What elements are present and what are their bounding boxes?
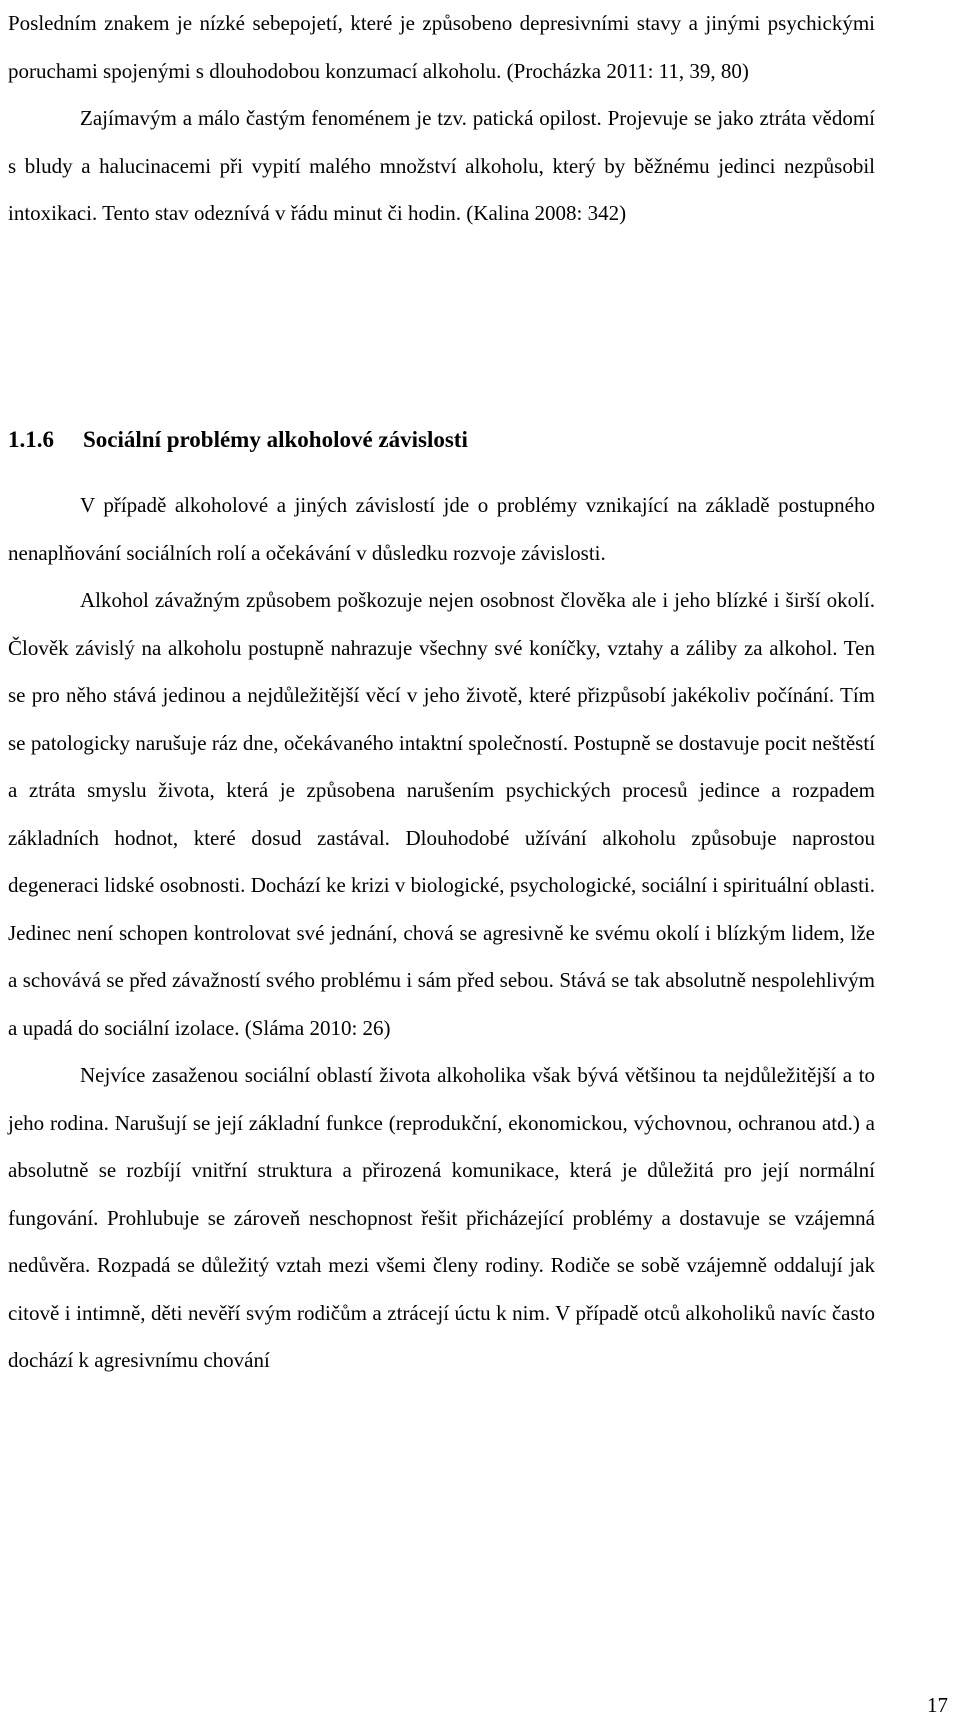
paragraph-family-impact: Nejvíce zasaženou sociální oblastí života alkoholika však bývá většinou ta nejdůležitější a to jeho rodina. Narušují se její základní funkce (reprodukční, ekonomickou, výchovnou, ochranou atd.) a absolutně se rozbíjí vnitřní struktura a přirozená komunikace, která je důležitá pro její normální fungování. Prohlubuje se zároveň neschopnost řešit přicházející problémy a dostavuje se vzájemná nedůvěra. Rozpadá se důležitý vztah mezi všemi členy rodiny. Rodiče se sobě vzájemně oddalují jak citově i intimně, děti nevěří svým rodičům a ztrácejí úctu k nim. V případě otců alkoholiků navíc často dochází k agresivnímu chování: [8, 1063, 875, 1372]
page-number: 17: [927, 1693, 948, 1717]
top-text-block: [8, 0, 875, 238]
section-body: [8, 482, 875, 1385]
paragraph-pathological-intoxication: Zajímavým a málo častým fenoménem je tzv. patická opilost. Projevuje se jako ztráta vědomí s bludy a halucinacemi při vypití malého množství alkoholu, který by běžnému jedinci nezpůsobil intoxikaci. Tento stav odeznívá v řádu minut či hodin. (Kalina 2008: 342): [8, 106, 875, 225]
section-title: Sociální problémy alkoholové závislosti: [83, 427, 468, 452]
section-number: 1.1.6: [8, 427, 54, 452]
paragraph-personality-damage: Alkohol závažným způsobem poškozuje nejen osobnost člověka ale i jeho blízké i širší okolí. Člověk závislý na alkoholu postupně nahrazuje všechny své koníčky, vztahy a záliby za alkohol. Ten se pro něho stává jedinou a nejdůležitější věcí v jeho životě, které přizpůsobí jakékoliv počínání. Tím se patologicky narušuje ráz dne, očekávaného intaktní společností. Postupně se dostavuje pocit neštěstí a ztráta smyslu života, která je způsobena narušením psychických procesů jedince a rozpadem základních hodnot, které dosud zastával. Dlouhodobé užívání alkoholu způsobuje naprostou degeneraci lidské osobnosti. Dochází ke krizi v biologické, psychologické, sociální i spirituální oblasti. Jedinec není schopen kontrolovat své jednání, chová se agresivně ke svému okolí i blízkým lidem, lže a schovává se před závažností svého problému i sám před sebou. Stává se tak absolutně nespolehlivým a upadá do sociální izolace. (Sláma 2010: 26): [8, 588, 875, 1040]
paragraph-social-roles: V případě alkoholové a jiných závislostí jde o problémy vznikající na základě postupného nenaplňování sociálních rolí a očekávání v důsledku rozvoje závislosti.: [8, 493, 875, 565]
section-heading: [8, 420, 468, 460]
paragraph-depression: Posledním znakem je nízké sebepojetí, které je způsobeno depresivními stavy a jinými psychickými poruchami spojenými s dlouhodobou konzumací alkoholu. (Procházka 2011: 11, 39, 80): [8, 11, 875, 83]
